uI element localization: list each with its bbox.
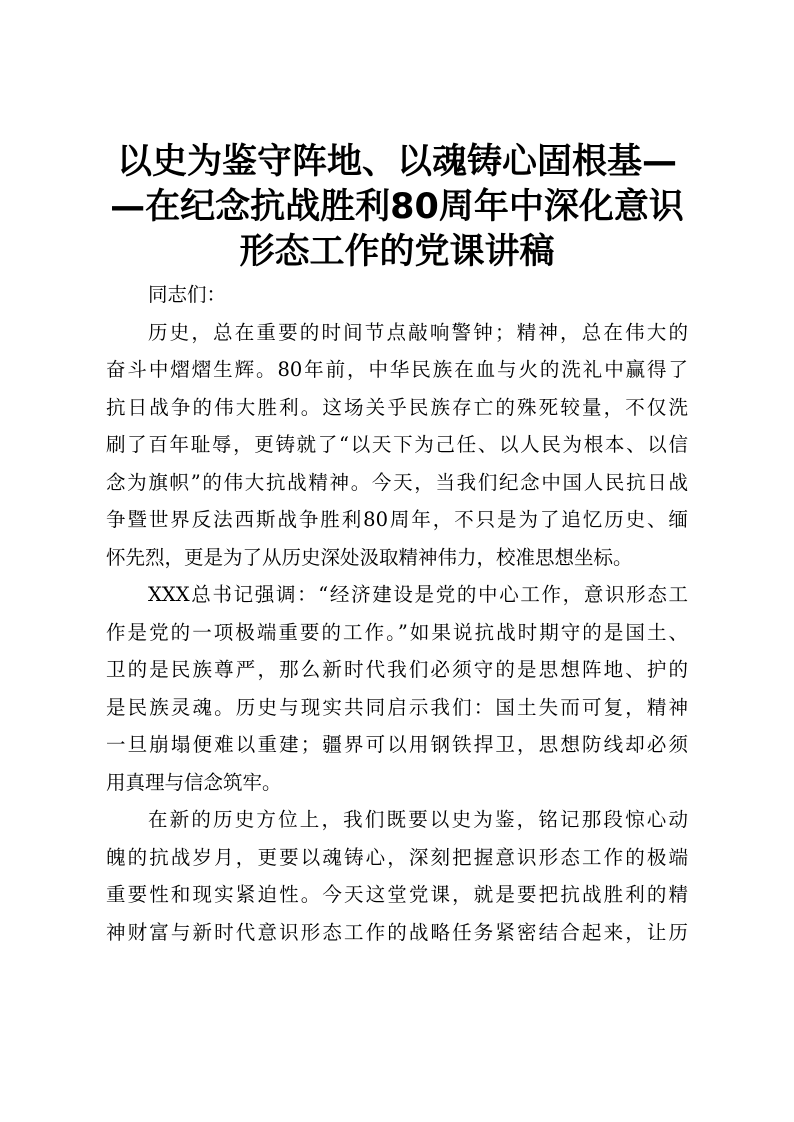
paragraph-line: 重要性和现实紧迫性。今天这堂党课，就是要把抗战胜利的精 (106, 883, 688, 906)
title-line: —在纪念抗战胜利80周年中深化意识 (110, 187, 684, 227)
paragraph-3 (106, 801, 688, 951)
paragraph-line: 在新的历史方位上，我们既要以史为鉴，铭记那段惊心动 (148, 808, 688, 831)
document-title (100, 140, 694, 275)
paragraph-line: 魄的抗战岁月，更要以魂铸心，深刻把握意识形态工作的极端 (106, 845, 688, 869)
title-line: 以史为鉴守阵地、以魂铸心固根基— (116, 142, 677, 182)
paragraph-line: 同志们： (148, 283, 227, 306)
paragraph-line: 一旦崩塌便难以重建；疆界可以用钢铁捍卫，思想防线却必须 (106, 733, 688, 756)
paragraph-2 (106, 576, 688, 801)
paragraph-line: 奋斗中熠熠生辉。80年前，中华民族在血与火的洗礼中赢得了 (106, 358, 688, 381)
paragraph-line: 刷了百年耻辱，更铸就了“以天下为己任、以人民为根本、以信 (106, 433, 688, 456)
paragraph-line: 念为旗帜”的伟大抗战精神。今天，当我们纪念中国人民抗日战 (106, 470, 688, 494)
paragraph-line: 神财富与新时代意识形态工作的战略任务紧密结合起来，让历 (106, 920, 688, 944)
paragraph-line: 争暨世界反法西斯战争胜利80周年，不只是为了追忆历史、缅 (106, 508, 688, 531)
title-line: 形态工作的党课讲稿 (239, 232, 555, 272)
paragraph-line: 作是党的一项极端重要的工作。”如果说抗战时期守的是国土、 (106, 620, 688, 644)
paragraph-salutation (106, 276, 688, 314)
paragraph-line: 卫的是民族尊严，那么新时代我们必须守的是思想阵地、护的 (106, 658, 688, 681)
paragraph-line: 怀先烈，更是为了从历史深处汲取精神伟力，校准思想坐标。 (106, 545, 633, 569)
document-body (106, 276, 688, 951)
paragraph-line: 是民族灵魂。历史与现实共同启示我们：国土失而可复，精神 (106, 695, 688, 719)
paragraph-line: XXX总书记强调：“经济建设是党的中心工作，意识形态工 (148, 583, 688, 606)
paragraph-1 (106, 314, 688, 577)
paragraph-line: 历史，总在重要的时间节点敲响警钟；精神，总在伟大的 (148, 320, 688, 344)
paragraph-line: 抗日战争的伟大胜利。这场关乎民族存亡的殊死较量，不仅洗 (106, 395, 688, 419)
paragraph-line: 用真理与信念筑牢。 (106, 770, 282, 794)
